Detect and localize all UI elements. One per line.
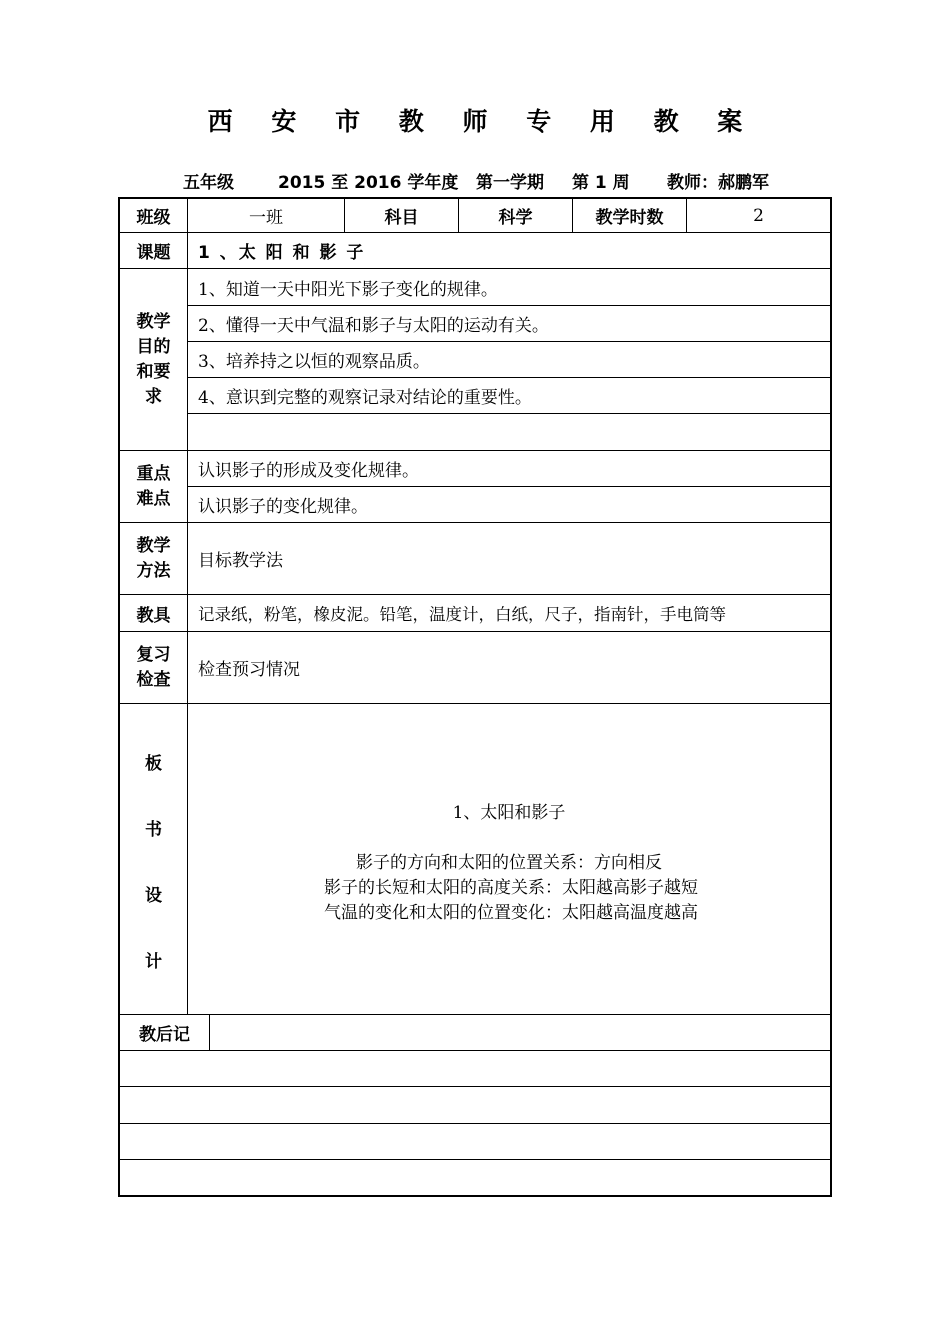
reflection-label: 教后记 [139, 1025, 190, 1045]
method-label-line: 方法 [136, 560, 171, 581]
objectives-label-line: 求 [145, 386, 162, 407]
class-label: 班级 [136, 208, 171, 228]
school-year: 2015 至 2016 学年度 [278, 173, 459, 193]
review-value: 检查预习情况 [198, 660, 300, 680]
tools-value: 记录纸，粉笔，橡皮泥。铅笔，温度计，白纸，尺子，指南针，手电筒等 [198, 605, 726, 624]
week: 第 1 周 [572, 173, 630, 193]
difficult-point: 认识影子的变化规律。 [198, 497, 368, 517]
rule [118, 703, 832, 704]
review-label-line: 检查 [136, 669, 171, 690]
class-value: 一班 [249, 208, 283, 228]
topic-label: 课题 [136, 243, 171, 263]
objectives-label-line: 教学 [136, 311, 171, 332]
board-line: 影子的长短和太阳的高度关系：太阳越高影子越短 [324, 878, 698, 898]
objective-item: 3、培养持之以恒的观察品质。 [198, 352, 430, 372]
objective-item: 2、懂得一天中气温和影子与太阳的运动有关。 [198, 316, 549, 336]
rule [188, 413, 832, 414]
tools-label: 教具 [136, 605, 171, 626]
subject-label: 科目 [384, 208, 419, 228]
board-label-char: 书 [145, 819, 162, 840]
hours-value: 2 [753, 205, 764, 226]
objective-item: 1、知道一天中阳光下影子变化的规律。 [198, 279, 498, 300]
hours-label: 教学时数 [595, 208, 664, 228]
rule [118, 1014, 832, 1015]
method-value: 目标教学法 [198, 551, 283, 571]
board-label-char: 板 [145, 753, 162, 774]
rule [118, 1123, 832, 1124]
key-points-label-line: 重点 [136, 463, 171, 484]
subject-value: 科学 [498, 208, 533, 228]
board-label-char: 计 [145, 951, 162, 972]
board-line: 气温的变化和太阳的位置变化：太阳越高温度越高 [324, 903, 698, 923]
key-point: 认识影子的形成及变化规律。 [198, 461, 419, 481]
objectives-label-line: 和要 [136, 361, 171, 382]
rule [118, 1050, 832, 1051]
review-label-line: 复习 [136, 644, 171, 665]
rule [118, 1086, 832, 1087]
method-label-line: 教学 [136, 535, 171, 556]
review-label [120, 632, 187, 703]
teacher: 教师：郝鹏军 [667, 173, 769, 193]
objectives-label [120, 269, 187, 450]
page-title: 西 安 市 教 师 专 用 教 案 [207, 107, 758, 136]
board-line: 影子的方向和太阳的位置关系：方向相反 [356, 853, 662, 873]
rule [209, 1014, 210, 1050]
objectives-label-line: 目的 [136, 336, 171, 357]
board-label-char: 设 [145, 885, 162, 906]
method-label [120, 523, 187, 594]
grade: 五年级 [183, 173, 234, 193]
key-points-label-line: 难点 [136, 488, 171, 509]
board-heading: 1、太阳和影子 [452, 803, 566, 823]
rule [118, 1159, 832, 1160]
key-points-label [120, 451, 187, 522]
term: 第一学期 [476, 173, 544, 193]
info-line [0, 168, 950, 194]
topic-value: 1 、太 阳 和 影 子 [198, 243, 366, 263]
objective-item: 4、意识到完整的观察记录对结论的重要性。 [198, 388, 532, 408]
